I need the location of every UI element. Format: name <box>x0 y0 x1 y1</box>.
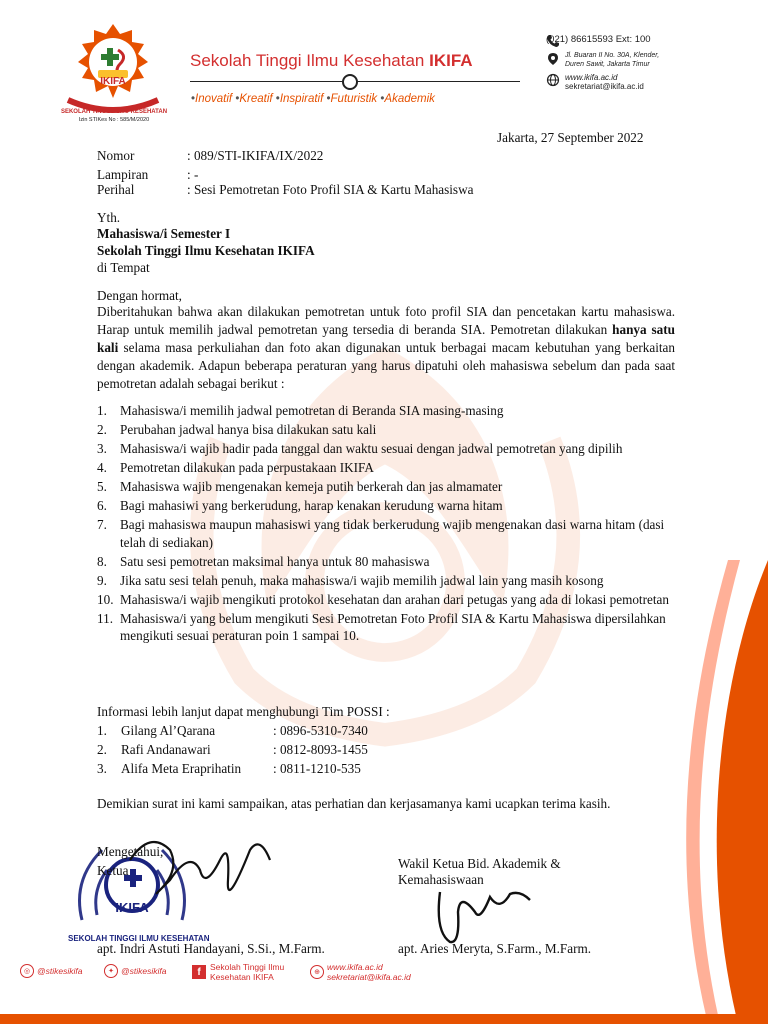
meta-key: Perihal <box>97 182 135 197</box>
footer-website: www.ikifa.ac.id <box>327 962 383 972</box>
globe-icon: ⊕ <box>310 965 324 979</box>
body-text-bold: hanya satu kali <box>97 322 675 355</box>
list-text: Bagi mahasiswa maupun mahasiswi yang tidak berkerudung wajib mengenakan dasi warna hitam (dasi telah di sediakan) <box>120 517 665 550</box>
footer-instagram[interactable] <box>20 964 82 978</box>
tagline-item: Inovatif <box>195 93 233 105</box>
list-number: 1. <box>97 403 107 418</box>
body-paragraph <box>97 303 675 393</box>
instagram-icon: ◎ <box>20 964 34 978</box>
tagline-sep: • <box>275 93 280 105</box>
contact-address <box>546 52 659 69</box>
logo-wordmark: IKIFA <box>100 76 126 87</box>
signature-ketua <box>110 820 280 920</box>
institution-name <box>190 51 473 71</box>
list-item <box>97 402 677 420</box>
tagline <box>191 93 435 105</box>
address-line-2: Duren Sawit, Jakarta Timur <box>565 60 650 68</box>
address-line-1: Jl. Buaran II No. 30A, Klender, <box>565 52 660 59</box>
contact-person-row <box>97 740 368 759</box>
instagram-handle: @stikesikifa <box>37 966 83 976</box>
institution-name-bold: IKIFA <box>429 51 473 70</box>
list-text: Mahasiswa/i yang belum mengikuti Sesi Pemotretan Foto Profil SIA & Kartu Mahasiswa dipersilahkan mengikuti sesuai peraturan poin 1 sampai 10. <box>120 610 666 643</box>
list-text: Pemotretan dilakukan pada perpustakaan IKIFA <box>120 460 374 475</box>
contact-name: Alifa Meta Eraprihatin <box>121 761 242 776</box>
footer-email: sekretariat@ikifa.ac.id <box>327 972 411 982</box>
list-text: Satu sesi pemotretan maksimal hanya untuk 80 mahasiswa <box>120 553 430 569</box>
list-item <box>97 421 677 439</box>
contact-phone-number: : 0896-5310-7340 <box>273 723 368 738</box>
contact-person-row <box>97 721 368 740</box>
footer-twitter[interactable] <box>104 964 166 978</box>
header-ring-ornament <box>342 74 358 90</box>
contact-phone-number: : 0811-1210-535 <box>273 761 361 776</box>
right-sign-label-2: Kemahasiswaan <box>398 872 484 887</box>
recipient-place: di Tempat <box>97 260 150 275</box>
list-number: 8. <box>97 553 107 569</box>
recipient-label: Yth. <box>97 210 121 225</box>
list-item <box>97 572 677 590</box>
list-item <box>97 497 677 515</box>
list-number: 9. <box>97 572 107 588</box>
contact-name: Rafi Andanawari <box>121 742 211 757</box>
rules-list <box>97 402 677 646</box>
facebook-line-2: Kesehatan IKIFA <box>210 972 274 982</box>
website-text[interactable]: www.ikifa.ac.id <box>565 73 618 82</box>
tagline-item: Inspiratif <box>279 93 324 105</box>
list-number: 7. <box>97 517 107 532</box>
institution-name-prefix: Sekolah Tinggi Ilmu Kesehatan <box>190 51 430 70</box>
facebook-line-1: Sekolah Tinggi Ilmu <box>210 962 285 972</box>
closing-paragraph: Demikian surat ini kami sampaikan, atas perhatian dan kerjasamanya kami ucapkan terima kasih. <box>97 796 611 811</box>
meta-value: : 089/STI-IKIFA/IX/2022 <box>187 148 324 163</box>
contact-number: 3. <box>97 761 107 776</box>
list-text: Bagi mahasiwi yang berkerudung, harap kenakan kerudung warna hitam <box>120 498 503 513</box>
right-signer-name: apt. Aries Meryta, S.Farm., M.Farm. <box>398 941 592 956</box>
list-text: Mahasiswa/i wajib mengikuti protokol kesehatan dan arahan dari petugas yang ada di lokasi pemotretan <box>120 591 669 607</box>
tagline-item: Futuristik <box>330 93 378 105</box>
contact-web <box>546 73 659 91</box>
info-intro: Informasi lebih lanjut dapat menghubungi Tim POSSI : <box>97 704 390 719</box>
meta-key: Lampiran <box>97 167 149 182</box>
list-item <box>97 440 677 458</box>
meta-key: Nomor <box>97 148 135 163</box>
footer-web-text <box>327 962 411 982</box>
tagline-sep: • <box>191 93 196 105</box>
list-item <box>97 591 677 609</box>
seal-caption: SEKOLAH TINGGI ILMU KESEHATAN <box>68 934 210 943</box>
list-number: 3. <box>97 441 107 456</box>
list-item <box>97 553 677 571</box>
facebook-icon: f <box>192 965 206 979</box>
recipient-line-1: Mahasiswa/i Semester I <box>97 226 231 241</box>
greeting: Dengan hormat, <box>97 288 182 303</box>
tagline-item: Akademik <box>384 93 435 105</box>
phone-text: (021) 86615593 Ext: 100 <box>546 34 651 45</box>
list-number: 10. <box>97 591 114 607</box>
list-text: Perubahan jadwal hanya bisa dilakukan satu kali <box>120 422 377 437</box>
address-text <box>565 52 659 69</box>
email-text[interactable]: sekretariat@ikifa.ac.id <box>565 82 644 91</box>
contact-persons <box>97 721 368 778</box>
left-signer-name: apt. Indri Astuti Handayani, S.Si., M.Farm. <box>97 941 325 956</box>
recipient-line-2: Sekolah Tinggi Ilmu Kesehatan IKIFA <box>97 243 315 258</box>
list-number: 6. <box>97 498 107 513</box>
letter-date: Jakarta, 27 September 2022 <box>497 130 644 145</box>
tagline-sep: • <box>235 93 240 105</box>
list-item <box>97 478 677 496</box>
footer-web[interactable] <box>310 962 411 982</box>
meta-value: : - <box>187 167 199 182</box>
list-text: Mahasiswa wajib mengenakan kemeja putih berkerah dan jas almamater <box>120 479 503 494</box>
header-contact <box>546 34 659 95</box>
meta-perihal <box>97 181 597 199</box>
footer-facebook[interactable] <box>192 962 284 982</box>
contact-number: 2. <box>97 742 107 757</box>
footer-bar <box>0 1014 768 1024</box>
twitter-handle: @stikesikifa <box>121 966 167 976</box>
left-sign-label-2: Ketua <box>97 863 129 878</box>
list-text: Jika satu sesi telah penuh, maka mahasiswa/i wajib memilih jadwal lain yang masih kosong <box>120 572 604 588</box>
contact-number: 1. <box>97 723 107 738</box>
ikifa-logo <box>58 20 168 116</box>
body-text-2: selama masa perkuliahan dan foto akan digunakan untuk berbagai macam kebutuhan yang berkaitan dengan akademik. Adapun beberapa peraturan yang harus dipatuhi oleh mahasiswa sebelum dan pada saat pemotretan adalah sebagai berikut : <box>97 340 675 391</box>
contact-phone <box>546 34 659 48</box>
left-sign-label-1: Mengetahui, <box>97 844 164 859</box>
list-number: 2. <box>97 422 107 437</box>
meta-nomor <box>97 147 597 165</box>
seal-wordmark: IKIFA <box>115 900 149 915</box>
contact-person-row <box>97 759 368 778</box>
facebook-text <box>210 962 284 982</box>
list-item <box>97 459 677 477</box>
location-pin-icon <box>546 52 560 66</box>
tagline-item: Kreatif <box>239 93 273 105</box>
footer <box>20 962 740 992</box>
list-number: 5. <box>97 479 107 494</box>
body-text-1: Diberitahukan bahwa akan dilakukan pemotretan untuk foto profil SIA dan pencetakan kartu mahasiswa. Harap untuk memilih jadwal pemotretan yang tersedia di beranda SIA. Pemotretan dilakukan <box>97 304 675 337</box>
list-item <box>97 516 677 551</box>
twitter-icon: ✦ <box>104 964 118 978</box>
list-text: Mahasiswa/i wajib hadir pada tanggal dan waktu sesuai dengan jadwal pemotretan yang dipilih <box>120 441 623 456</box>
meta-value: : Sesi Pemotretan Foto Profil SIA & Kartu Mahasiswa <box>187 182 474 197</box>
globe-icon <box>546 73 560 87</box>
logo-caption <box>54 108 174 124</box>
web-text <box>565 73 644 91</box>
list-text: Mahasiswa/i memilih jadwal pemotretan di Beranda SIA masing-masing <box>120 403 504 418</box>
right-sign-label-1: Wakil Ketua Bid. Akademik & <box>398 856 561 871</box>
list-item <box>97 610 677 645</box>
contact-phone-number: : 0812-8093-1455 <box>273 742 368 757</box>
logo-caption-name: SEKOLAH TINGGI ILMU KESEHATAN <box>60 109 168 115</box>
tagline-sep: • <box>380 93 385 105</box>
tagline-sep: • <box>326 93 331 105</box>
contact-name: Gilang Al’Qarana <box>121 723 216 738</box>
logo-permit: Izin STIKes No : 585/M/2020 <box>78 117 150 123</box>
list-number: 4. <box>97 460 107 475</box>
list-number: 11. <box>97 610 113 626</box>
